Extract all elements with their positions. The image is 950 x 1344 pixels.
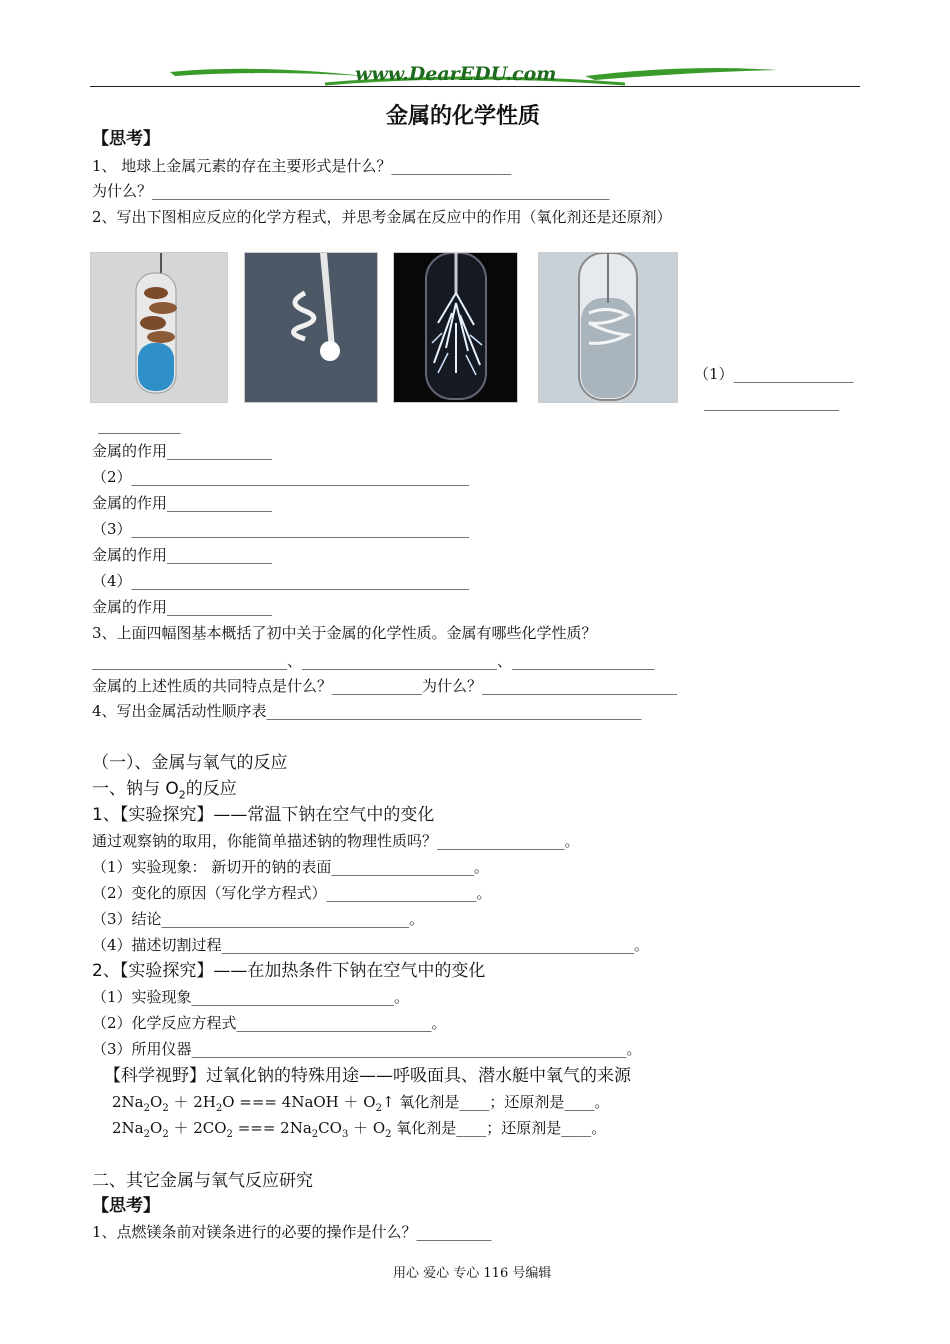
answer-3: （3）_____________________________________________: [92, 520, 470, 538]
question-2: 2、写出下图相应反应的化学方程式，并思考金属在反应中的作用（氧化剂还是还原剂）: [92, 208, 672, 226]
experiment-2-item-2: （2）化学反应方程式__________________________。: [92, 1014, 447, 1032]
question-3-blanks: __________________________、__________________________、___________________: [92, 652, 655, 670]
experiment-1-item-4: （4）描述切割过程_______________________________________________________。: [92, 936, 650, 954]
equation-1: $2Na_2O_2 + 2H_2O$ === 4NaOH ＋ $O_2↑$ 氧化剂是____；还原剂是____。: [112, 1093, 610, 1114]
experiment-2-item-3: （3）所用仪器__________________________________________________________。: [92, 1040, 642, 1058]
metal-crystals-in-test-tube-photo: [393, 252, 518, 403]
experiment-2-item-1: （1）实验现象___________________________。: [92, 988, 410, 1006]
experiment-1-question: 通过观察钠的取用，你能简单描述钠的物理性质吗？_________________。: [92, 832, 580, 850]
metal-role-4: 金属的作用______________: [92, 598, 273, 616]
science-vision-heading: 【科学视野】过氧化钠的特殊用途——呼吸面具、潜水艇中氧气的来源: [104, 1066, 631, 1086]
question-3: 3、上面四幅图基本概括了初中关于金属的化学性质。金属有哪些化学性质？: [92, 624, 597, 642]
metal-role-2: 金属的作用______________: [92, 494, 273, 512]
copper-in-blue-solution-test-tube-photo: [90, 252, 228, 403]
question-1: 1、 地球上金属元素的存在主要形式是什么？________________: [92, 157, 512, 175]
question-4: 4、写出金属活动性顺序表__________________________________________________: [92, 702, 642, 720]
metal-role-1: 金属的作用______________: [92, 442, 273, 460]
think-heading-1: 【思考】: [92, 129, 160, 149]
magnesium-question-1: 1、点燃镁条前对镁条进行的必要的操作是什么？__________: [92, 1223, 492, 1241]
experiment-1-item-2: （2）变化的原因（写化学方程式）____________________。: [92, 884, 492, 902]
burning-wire-spiral-photo: [244, 252, 378, 403]
answer-1: （1）________________: [694, 365, 854, 383]
answer-4: （4）_____________________________________________: [92, 572, 470, 590]
equation-2: $2Na_2O_2 + 2CO_2$ === $2Na_2CO_3 + O_2$ 氧化剂是____；还原剂是____。: [112, 1119, 607, 1140]
experiment-1-item-3: （3）结论_________________________________。: [92, 910, 425, 928]
question-1-why: 为什么？_____________________________________________________________: [92, 182, 610, 200]
metal-role-3: 金属的作用______________: [92, 546, 273, 564]
answer-2: （2）_____________________________________________: [92, 468, 470, 486]
answer-1-continued-2: ___________: [98, 416, 181, 434]
section-2-heading: 二、其它金属与氧气反应研究: [92, 1171, 313, 1191]
experiment-1-item-1: （1）实验现象： 新切开的钠的表面___________________。: [92, 858, 489, 876]
header-logo-text: www.DearEDU.com: [355, 63, 557, 85]
section-1-heading: （一）、金属与氧气的反应: [92, 753, 288, 773]
experiment-1-heading: 1、【实验探究】——常温下钠在空气中的变化: [92, 805, 435, 825]
sodium-oxygen-heading: 一、钠与 $O_2$的反应: [92, 779, 237, 802]
think-heading-2: 【思考】: [92, 1196, 160, 1216]
answer-1-continued: __________________: [704, 393, 839, 411]
question-3-common: 金属的上述性质的共同特点是什么？____________为什么？__________________________: [92, 677, 678, 695]
experiment-2-heading: 2、【实验探究】——在加热条件下钠在空气中的变化: [92, 961, 486, 981]
page-title: 金属的化学性质: [386, 104, 541, 129]
page-footer: 用心 爱心 专心 116 号编辑: [393, 1266, 552, 1281]
iron-spiral-in-liquid-test-tube-photo: [538, 252, 678, 403]
